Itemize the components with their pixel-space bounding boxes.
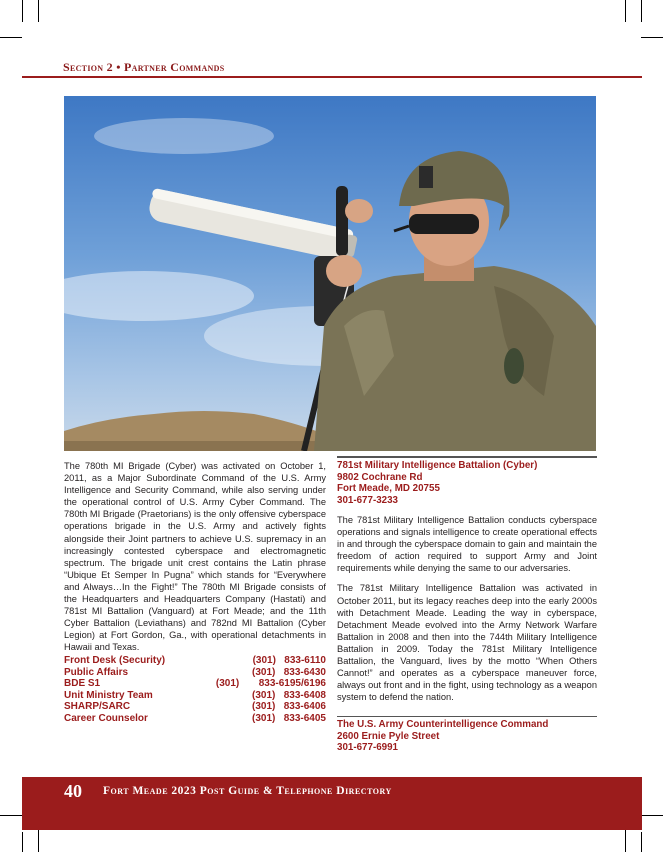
directory-phone: (301) 833-6405 (252, 712, 326, 724)
crop-mark (641, 815, 663, 816)
page-number: 40 (64, 781, 82, 801)
section-rule (337, 456, 597, 458)
directory-phone: (301) 833-6430 (252, 666, 326, 678)
unit1-city: Fort Meade, MD 20755 (337, 483, 440, 494)
directory-row (64, 667, 326, 679)
footer-title: Fort Meade 2023 Post Guide & Telephone Directory (103, 785, 392, 797)
directory-phone: (301) 833-6195/6196 (215, 678, 326, 690)
directory-phone: (301) 833-6406 (252, 701, 326, 713)
directory-row (64, 713, 326, 725)
crop-mark (38, 0, 39, 22)
directory-row (64, 690, 326, 702)
crop-mark (0, 815, 22, 816)
directory-row (64, 701, 326, 713)
unit1-para1: The 781st Military Intelligence Battalion conducts cyberspace operations and signals intelligence to create operational effects in and through the cyberspace domain to gain and maintain the freedom of action required to support Army and Joint requirements while denying the same to our adversaries. (337, 515, 597, 574)
brigade-description-text: The 780th MI Brigade (Cyber) was activated on October 1, 2011, as a Major Subordinate Command of the U.S. Army Intelligence and Security Command, while also serving under the operational control of U.S. Army Cyber Command. The 780th MI Brigade (Praetorians) is the only offensive cyberspace operations brigade in the U.S. Army and actively fights alongside their Joint partners to achieve U.S. supremacy in an increasingly contested cyberspace and electromagnetic spectrum. The brigade unit crest contains the Latin phrase “Ubique Et Semper In Pugna” which stands for “Everywhere and Always…In the Fight!” The 780th MI Brigade consists of the Headquarters and Headquarters Company (Hastati) and 781st MI Battalion (Vanguard) at Fort Meade; and the 11th Cyber Battalion (Leviathans) and 782nd MI Battalion (Cyber Legion) at Fort Gordon, Ga., with operational detachments in Hawaii and Texas. (64, 461, 326, 653)
soldier-antenna-photo (64, 96, 596, 451)
unit1-name: 781st Military Intelligence Battalion (Cyber) (337, 460, 538, 471)
unit2-phone: 301-677-6991 (337, 742, 399, 753)
unit1-block (337, 460, 597, 703)
directory-name: Career Counselor (64, 712, 148, 724)
unit1-para2: The 781st Military Intelligence Battalion was activated in October 2011, but its legacy reaches deep into the early 2000s with Detachment Meade. Leading the way in cyberspace, Detachment Meade evolved into the Army Network Warfare Battalion in 2008 and then into the 744th Military Intelligence Battalion in 2009. Today the 781st Military Intelligence Battalion, the Vanguard, lives by the motto “When Others Cannot!” and operates as a cyberspace maneuver force, always out front and in the fight, using technology as a weapon system to defend the nation. (337, 583, 597, 703)
directory-phone: (301) 833-6110 (252, 655, 326, 666)
directory-name: BDE S1 (64, 678, 101, 690)
section-header: Section 2 • Partner Commands (63, 60, 225, 74)
directory-row (64, 655, 326, 667)
crop-mark (641, 37, 663, 38)
phone-directory (64, 655, 326, 725)
crop-mark (22, 832, 23, 852)
section-rule (337, 716, 597, 717)
crop-mark (0, 37, 22, 38)
crop-mark (625, 0, 626, 22)
crop-mark (641, 0, 642, 22)
directory-name: Public Affairs (64, 666, 129, 678)
directory-phone: (301) 833-6408 (252, 689, 326, 701)
directory-name: Unit Ministry Team (64, 689, 153, 701)
directory-name: Front Desk (Security) (64, 655, 166, 666)
brigade-description (64, 460, 326, 654)
unit2-name: The U.S. Army Counterintelligence Command (337, 719, 549, 730)
unit2-street: 2600 Ernie Pyle Street (337, 730, 440, 742)
directory-name: SHARP/SARC (64, 701, 131, 713)
crop-mark (641, 832, 642, 852)
directory-row (64, 678, 326, 690)
header-rule (22, 76, 642, 78)
unit2-block (337, 719, 597, 754)
unit1-street: 9802 Cochrane Rd (337, 471, 423, 483)
crop-mark (22, 0, 23, 22)
unit1-phone: 301-677-3233 (337, 494, 399, 506)
